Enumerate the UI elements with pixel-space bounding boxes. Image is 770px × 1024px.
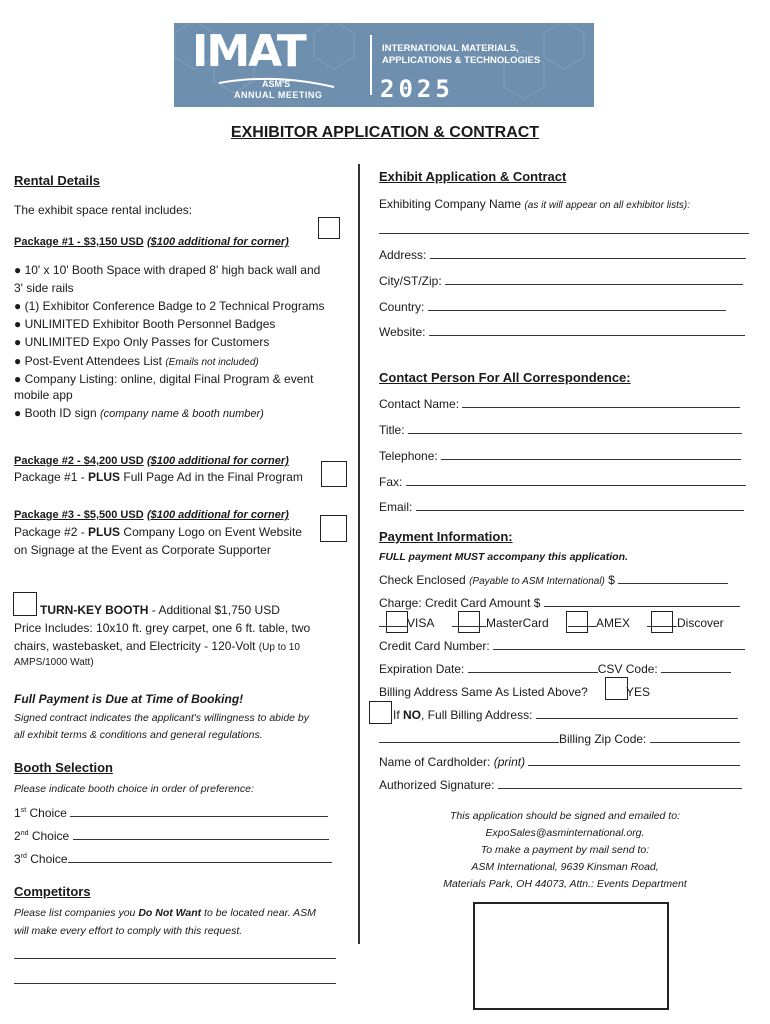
- package2-checkbox[interactable]: [321, 461, 347, 487]
- check-row: [379, 571, 728, 591]
- package3-description: [14, 523, 302, 541]
- imat-logo: IMAT: [192, 26, 305, 77]
- cardholder-row: [379, 753, 740, 771]
- column-divider: [358, 164, 360, 944]
- no-label: NO: [403, 708, 422, 722]
- footer-address: ASM International, 9639 Kinsman Road,: [471, 861, 659, 873]
- booth-choice-2: [14, 825, 329, 845]
- billing-zip-label: Billing Zip Code:: [559, 732, 647, 746]
- billing-same-no-checkbox[interactable]: [369, 701, 392, 724]
- package2-corner-note: ($100 additional for corner): [146, 455, 289, 467]
- full-billing-label: , Full Billing Address:: [421, 708, 533, 722]
- country-row: [379, 298, 726, 316]
- choice-label: Choice: [26, 852, 68, 866]
- discover-option: [647, 614, 724, 632]
- package2-post: Full Page Ad in the Final Program: [120, 470, 303, 484]
- package3-price: Package #3 - $5,500 USD: [14, 509, 144, 521]
- event-banner: [174, 23, 594, 107]
- title-label: Title:: [379, 423, 405, 437]
- amex-blank: [568, 615, 596, 627]
- cc-number-row: [379, 637, 745, 655]
- choice3-sup: rd: [20, 853, 27, 860]
- choice1-sup: st: [20, 807, 27, 814]
- discover-label: Discover: [677, 616, 724, 630]
- city-field[interactable]: [445, 273, 743, 285]
- footer-line: To make a payment by mail send to:: [480, 844, 650, 856]
- website-field[interactable]: [429, 324, 745, 336]
- email-label: Email:: [379, 500, 413, 514]
- country-field[interactable]: [428, 299, 726, 311]
- booth-choice-2-field[interactable]: [73, 828, 329, 840]
- booth-selection-intro: Please indicate booth choice in order of preference:: [14, 783, 254, 795]
- choice2-num: 2: [14, 829, 21, 843]
- check-amount-field[interactable]: [618, 572, 728, 584]
- billing-address-line-field[interactable]: [379, 731, 559, 743]
- package2-pre: Package #1 -: [14, 470, 89, 484]
- mastercard-label: MasterCard: [486, 616, 549, 630]
- submission-instructions: [420, 808, 710, 893]
- amex-label: AMEX: [596, 616, 631, 630]
- competitor-field-2[interactable]: [14, 983, 336, 984]
- full-billing-row: [393, 706, 738, 724]
- banner-subtitle-line2: APPLICATIONS & TECHNOLOGIES: [382, 55, 541, 66]
- package3-description-line2: on Signage at the Event as Corporate Supporter: [14, 543, 271, 557]
- company-name-label: [379, 195, 690, 215]
- booth-choice-3-field[interactable]: [68, 851, 332, 863]
- booth-choice-1-field[interactable]: [70, 805, 328, 817]
- turnkey-line2: chairs, wastebasket, and Electricity - 120-Volt: [14, 639, 256, 653]
- dollar-sign: $: [608, 573, 615, 587]
- footer-line: This application should be signed and emailed to:: [450, 810, 680, 822]
- turnkey-label: TURN-KEY BOOTH: [40, 603, 149, 617]
- visa-blank: [379, 615, 407, 627]
- billing-same-label: Billing Address Same As Listed Above?: [379, 685, 588, 699]
- footer-address: Materials Park, OH 44073, Attn.: Events Department: [443, 878, 687, 890]
- booth-sign: ● Booth ID sign: [14, 406, 97, 420]
- package3-corner-note: ($100 additional for corner): [146, 509, 289, 521]
- fax-field[interactable]: [406, 474, 746, 486]
- signed-contract-note-line2: all exhibit terms & conditions and general regulations.: [14, 729, 263, 741]
- company-note: (as it will appear on all exhibitor lists):: [524, 200, 691, 211]
- page-title: EXHIBITOR APPLICATION & CONTRACT: [230, 124, 540, 141]
- booth-sign-note: (company name & booth number): [99, 408, 264, 420]
- visa-label: VISA: [407, 616, 435, 630]
- package1-item: [14, 352, 259, 372]
- fax-label: Fax:: [379, 475, 403, 489]
- booth-choice-1: [14, 802, 328, 822]
- telephone-row: [379, 447, 741, 465]
- fax-row: [379, 473, 746, 491]
- signature-field[interactable]: [498, 777, 742, 789]
- company-label: Exhibiting Company Name: [379, 197, 522, 211]
- package1-corner-note: ($100 additional for corner): [146, 236, 289, 248]
- title-row: [379, 421, 742, 439]
- annual-meeting-label: ANNUAL MEETING: [234, 90, 323, 100]
- charge-amount-field[interactable]: [544, 595, 740, 607]
- csv-field[interactable]: [661, 661, 731, 673]
- contact-name-label: Contact Name:: [379, 397, 460, 411]
- package3-pre: Package #2 -: [14, 525, 89, 539]
- amex-option: [568, 614, 630, 632]
- choice-label: Choice: [28, 829, 70, 843]
- package1-item: ● 10' x 10' Booth Space with draped 8' high back wall and: [14, 263, 321, 277]
- banner-year: 2025: [380, 75, 454, 103]
- package1-item: ● Company Listing: online, digital Final Program & event: [14, 372, 314, 386]
- package1-item: [14, 404, 264, 423]
- turnkey-note2: AMPS/1000 Watt): [14, 657, 94, 668]
- turnkey-title: [40, 601, 280, 619]
- cardholder-label: Name of Cardholder:: [379, 755, 491, 769]
- expiration-field[interactable]: [468, 661, 598, 673]
- csv-label: CSV Code:: [597, 662, 658, 676]
- charge-label: Charge: Credit Card Amount $: [379, 596, 541, 610]
- package1-item: ● UNLIMITED Exhibitor Booth Personnel Badges: [14, 317, 276, 331]
- contact-heading: Contact Person For All Correspondence:: [379, 370, 631, 385]
- signature-row: [379, 776, 742, 794]
- full-payment-notice: Full Payment is Due at Time of Booking!: [14, 692, 244, 706]
- telephone-label: Telephone:: [379, 449, 438, 463]
- if-label: If: [393, 708, 404, 722]
- contact-name-row: [379, 395, 740, 413]
- signed-contract-note: Signed contract indicates the applicant's willingness to abide by: [14, 712, 310, 724]
- mastercard-blank: [452, 615, 486, 627]
- package3-post: Company Logo on Event Website: [120, 525, 302, 539]
- competitors-intro: [14, 904, 316, 922]
- office-use-box: [473, 902, 669, 1010]
- mastercard-option: [452, 614, 549, 632]
- competitor-field-1[interactable]: [14, 958, 336, 959]
- choice-label: Choice: [26, 806, 67, 820]
- address-field[interactable]: [430, 247, 746, 259]
- company-name-field[interactable]: [379, 233, 749, 234]
- check-label: Check Enclosed: [379, 573, 466, 587]
- booth-choice-3: [14, 848, 332, 868]
- city-row: [379, 272, 743, 290]
- competitors-heading: Competitors: [14, 884, 91, 899]
- signature-label: Authorized Signature:: [379, 778, 495, 792]
- package2-description: [14, 468, 303, 486]
- visa-option: [379, 614, 434, 632]
- telephone-field[interactable]: [441, 448, 741, 460]
- billing-same-yes-checkbox[interactable]: [605, 677, 628, 700]
- banner-subtitle-line1: INTERNATIONAL MATERIALS,: [382, 43, 519, 54]
- attendees-list: ● Post-Event Attendees List: [14, 354, 162, 368]
- discover-blank: [647, 615, 677, 627]
- booth-selection-heading: Booth Selection: [14, 760, 113, 775]
- banner-subtitle: [382, 43, 540, 67]
- expiration-label: Expiration Date:: [379, 662, 465, 676]
- application-heading: Exhibit Application & Contract: [379, 169, 567, 184]
- billing-zip-field[interactable]: [650, 731, 740, 743]
- cardholder-field[interactable]: [528, 754, 740, 766]
- package1-item: mobile app: [14, 388, 73, 402]
- country-label: Country:: [379, 300, 425, 314]
- comp-post: to be located near. ASM: [201, 907, 316, 919]
- turnkey-checkbox[interactable]: [13, 592, 37, 616]
- package3-checkbox[interactable]: [320, 515, 347, 542]
- comp-pre: Please list companies you: [14, 907, 139, 919]
- address-label: Address:: [379, 248, 427, 262]
- payment-heading: Payment Information:: [379, 529, 513, 544]
- choice2-sup: nd: [20, 830, 29, 837]
- cc-number-field[interactable]: [493, 638, 745, 650]
- choice1-num: 1: [14, 806, 21, 820]
- package3-plus: PLUS: [88, 525, 121, 539]
- full-billing-field[interactable]: [536, 707, 738, 719]
- package2-plus: PLUS: [88, 470, 121, 484]
- title-field[interactable]: [408, 422, 742, 434]
- package3-title: [14, 505, 289, 524]
- print-label: (print): [493, 755, 526, 769]
- website-label: Website:: [379, 325, 426, 339]
- package1-price: Package #1 - $3,150 USD: [14, 236, 144, 248]
- email-field[interactable]: [416, 499, 744, 511]
- attendees-note: (Emails not included): [165, 357, 259, 368]
- expiration-row: [379, 660, 731, 678]
- asm-label: ASM'S: [262, 79, 291, 89]
- yes-label: YES: [626, 685, 651, 699]
- rental-intro: The exhibit space rental includes:: [14, 203, 193, 217]
- billing-same-row: [379, 683, 588, 701]
- banner-divider: [370, 35, 372, 95]
- choice3-num: 3: [14, 852, 21, 866]
- payment-note: FULL payment MUST accompany this application.: [379, 551, 628, 563]
- package1-checkbox[interactable]: [318, 217, 340, 239]
- turnkey-description: Price Includes: 10x10 ft. grey carpet, one 6 ft. table, two: [14, 621, 311, 635]
- turnkey-note1: (Up to 10: [258, 642, 300, 653]
- footer-email: ExpoSales@asminternational.org.: [485, 827, 645, 839]
- comp-bold: Do Not Want: [138, 907, 202, 919]
- package1-item: ● (1) Exhibitor Conference Badge to 2 Technical Programs: [14, 299, 325, 313]
- package1-item: ● UNLIMITED Expo Only Passes for Customers: [14, 335, 270, 349]
- competitors-intro-line2: will make every effort to comply with this request.: [14, 925, 243, 937]
- package1-item: 3' side rails: [14, 281, 74, 295]
- package1-title: [14, 232, 289, 251]
- turnkey-price: - Additional $1,750 USD: [148, 603, 280, 617]
- website-row: [379, 323, 745, 341]
- city-label: City/ST/Zip:: [379, 274, 442, 288]
- check-note: (Payable to ASM International): [469, 576, 605, 587]
- email-row: [379, 498, 744, 516]
- package2-price: Package #2 - $4,200 USD: [14, 455, 144, 467]
- cc-number-label: Credit Card Number:: [379, 639, 490, 653]
- rental-heading: Rental Details: [14, 173, 100, 188]
- billing-zip-row: [379, 730, 740, 748]
- contact-name-field[interactable]: [462, 396, 740, 408]
- address-row: [379, 246, 746, 264]
- charge-row: [379, 594, 740, 612]
